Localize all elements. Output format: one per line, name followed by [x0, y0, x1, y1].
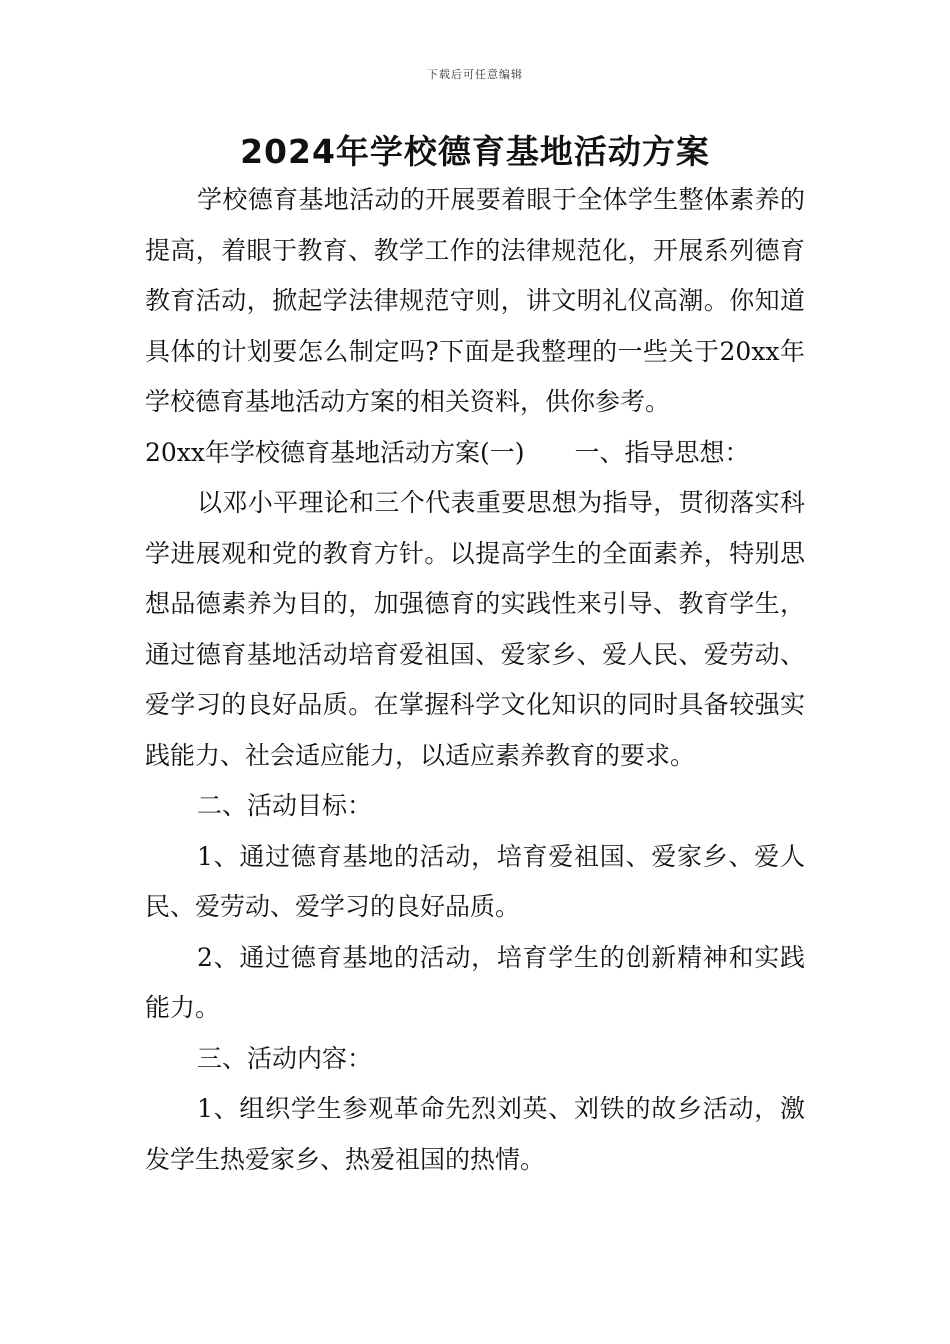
intro-paragraph: 学校德育基地活动的开展要着眼于全体学生整体素养的提高，着眼于教育、教学工作的法律规范化，开展系列德育教育活动，掀起学法律规范守则，讲文明礼仪高潮。你知道具体的计划要怎么制定吗?下面是我整理的一些关于20xx年学校德育基地活动方案的相关资料，供你参考。 — [145, 185, 805, 416]
plan-title: 20xx年学校德育基地活动方案(一) — [145, 437, 525, 467]
header-note: 下载后可任意编辑 — [427, 68, 523, 81]
document-title: 2024年学校德育基地活动方案 — [240, 132, 710, 171]
section2-item: 1、通过德育基地的活动，培育爱祖国、爱家乡、爱人民、爱劳动、爱学习的良好品质。 — [145, 841, 805, 921]
document-body — [145, 175, 805, 1185]
section2-item: 2、通过德育基地的活动，培育学生的创新精神和实践能力。 — [145, 942, 805, 1022]
section2-heading: 二、活动目标： — [197, 791, 373, 820]
section3-item: 1、组织学生参观革命先烈刘英、刘铁的故乡活动，激发学生热爱家乡、热爱祖国的热情。 — [145, 1094, 805, 1174]
section3-heading: 三、活动内容： — [197, 1043, 373, 1073]
section1-heading: 一、指导思想： — [574, 437, 750, 467]
plan-title-line — [145, 428, 805, 479]
section1-paragraph: 以邓小平理论和三个代表重要思想为指导，贯彻落实科学进展观和党的教育方针。以提高学生的全面素养，特别思想品德素养为目的，加强德育的实践性来引导、教育学生，通过德育基地活动培育爱祖国、爱家乡、爱人民、爱劳动、爱学习的良好品质。在掌握科学文化知识的同时具备较强实践能力、社会适应能力，以适应素养教育的要求。 — [145, 488, 805, 770]
